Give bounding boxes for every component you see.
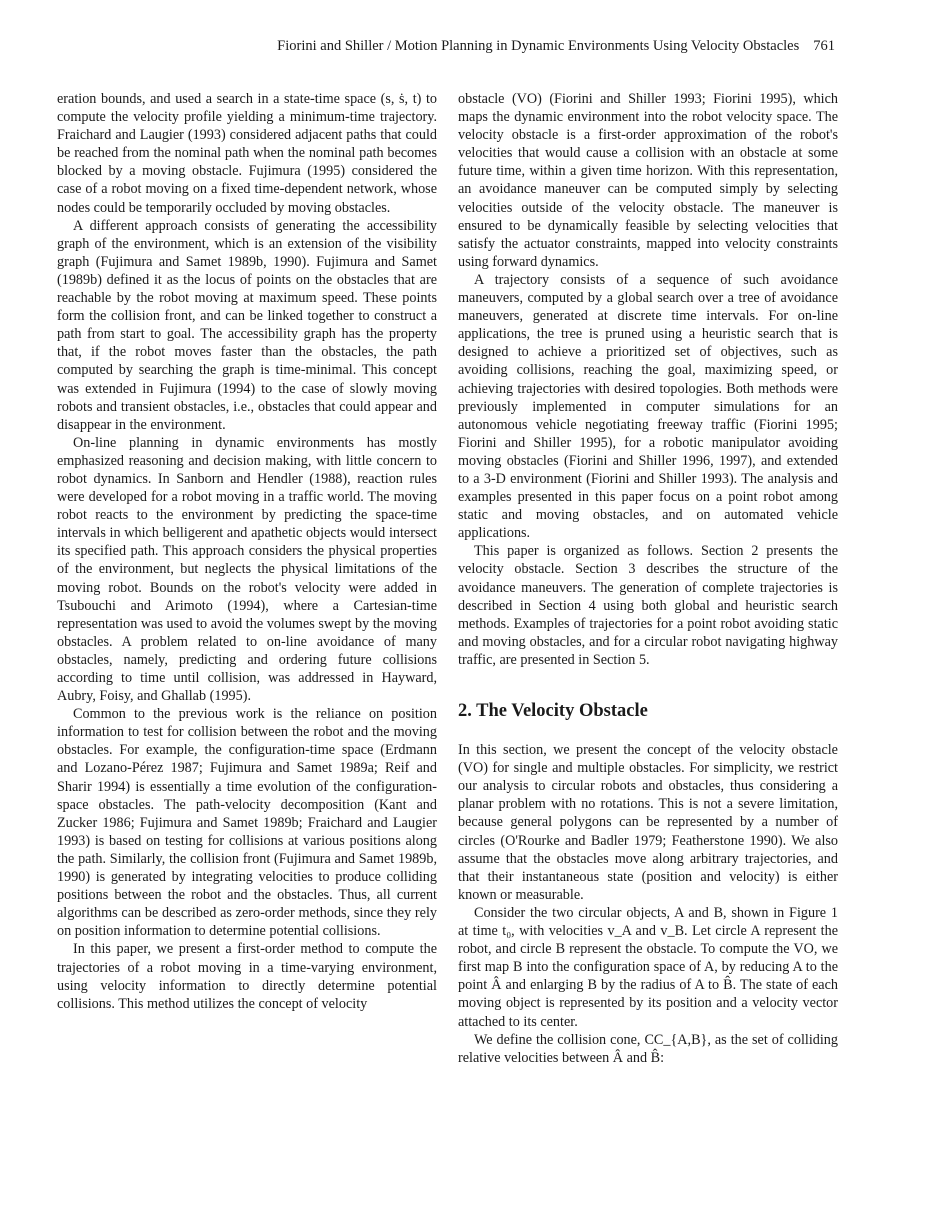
paragraph: This paper is organized as follows. Section 2 presents the velocity obstacle. Section 3 describes the structure of the avoidance maneuvers. The generation of complete trajectories is described in Section 4 using both global and heuristic search methods. Examples of trajectories for a point robot avoiding static and moving obstacles, and for a circular robot navigating highway traffic, are presented in Section 5. bbox=[458, 543, 838, 668]
running-title: Fiorini and Shiller / Motion Planning in Dynamic Environments Using Velocity Obstacles bbox=[277, 38, 800, 54]
paragraph: In this paper, we present a first-order method to compute the trajectories of a robot moving in a time-varying environment, using velocity information to directly determine potential collisions. This method utilizes the concept of velocity bbox=[57, 941, 437, 1012]
paragraph: Common to the previous work is the reliance on position information to test for collision between the robot and the moving obstacles. For example, the configuration-time space (Erdmann and Lozano-Pérez 1987; Fujimura and Samet 1989a; Reif and Sharir 1994) is essentially a time evolution of the configuration-space obstacles. The path-velocity decomposition (Kant and Zucker 1986; Fujimura and Samet 1989b; Fraichard and Laugier 1993) is based on testing for collisions at various positions along the path. Similarly, the collision front (Fujimura and Samet 1989b, 1990) is generated by integrating velocities to produce colliding positions between the robot and the obstacles. Thus, all current algorithms can be described as zero-order methods, since they rely on position information to determine potential collisions. bbox=[57, 706, 437, 940]
paragraph: obstacle (VO) (Fiorini and Shiller 1993; Fiorini 1995), which maps the dynamic environment into the robot velocity space. The velocity obstacle is a first-order approximation of the robot's velocities that would cause a collision with an obstacle at some future time, within a given time horizon. With this representation, an avoidance maneuver can be computed simply by selecting velocities outside of the velocity obstacle. The maneuver is ensured to be dynamically feasible by selecting velocities that satisfy the actuator constraints, mapped into velocity constraints using forward dynamics. bbox=[458, 91, 838, 270]
paragraph: A trajectory consists of a sequence of such avoidance maneuvers, computed by a global search over a tree of avoidance maneuvers, generated at discrete time intervals. For on-line applications, the tree is pruned using a heuristic search that is designed to achieve a prioritized set of objectives, such as avoiding collisions, reaching the goal, maximizing speed, or achieving trajectories with desired topologies. Both methods were previously implemented in computer simulations for an autonomous vehicle negotiating freeway traffic (Fiorini 1995; Fiorini and Shiller 1995), for a robotic manipulator avoiding moving obstacles (Fiorini and Shiller 1996, 1997), and extended to a 3-D environment (Fiorini and Shiller 1993). The analysis and examples presented in this paper focus on a point robot among static and moving obstacles, and on automated vehicle applications. bbox=[458, 271, 838, 542]
section-heading: 2. The Velocity Obstacle bbox=[458, 701, 648, 721]
page-number: 761 bbox=[813, 38, 835, 54]
paragraph: We define the collision cone, CC_{A,B}, as the set of colliding relative velocities between Â and B̂: bbox=[458, 1031, 838, 1066]
paragraph: In this section, we present the concept of the velocity obstacle (VO) for single and multiple obstacles. For simplicity, we restrict our analysis to circular robots and obstacles, thus considering a planar problem with no rotations. This is not a severe limitation, because general polygons can be represented by a number of circles (O'Rourke and Badler 1979; Featherstone 1990). We also assume that the obstacles move along arbitrary trajectories, and that their instantaneous state (position and velocity) is either known or measurable. bbox=[458, 742, 838, 903]
running-header bbox=[58, 38, 835, 55]
paragraph: A different approach consists of generating the accessibility graph of the environment, which is an extension of the visibility graph (Fujimura and Samet 1989b, 1990). Fujimura and Samet (1989b) defined it as the locus of points on the obstacles that are reachable by the robot moving at maximum speed. These points form the collision front, and can be linked together to construct a path from start to goal. The accessibility graph has the property that, if the robot moves faster than the obstacles, the path computed by searching the graph is time-minimal. This concept was extended in Fujimura (1994) to the case of slowly moving robots and transient obstacles, i.e., obstacles that could appear and disappear in the environment. bbox=[57, 217, 437, 433]
paragraph: eration bounds, and used a search in a state-time space (s, ṡ, t) to compute the velocity profile yielding a minimum-time trajectory. Fraichard and Laugier (1993) considered adjacent paths that could be reached from the nominal path when the nominal path becomes blocked by a moving obstacle. Fujimura (1995) considered the case of a robot moving on a fixed time-dependent network, whose nodes could be temporarily occluded by moving obstacles. bbox=[57, 91, 437, 216]
left-column bbox=[57, 90, 437, 1013]
paragraph: On-line planning in dynamic environments has mostly emphasized reasoning and decision making, with little concern to robot dynamics. In Sanborn and Hendler (1988), reaction rules were developed for a robot moving in a traffic world. The moving robot reacts to the environment by predicting the space-time intervals in which belligerent and apathetic objects would intersect its specified path. This approach considers the physical properties of the environment, but neglects the physical limitations of the moving robot. Bounds on the robot's velocity were added in Tsubouchi and Arimoto (1994), where a Cartesian-time representation was used to avoid the volumes swept by the moving obstacles. A problem related to on-line avoidance of many obstacles, namely, predicting and ordering future collisions according to time until collision, was addressed in Hayward, Aubry, Foisy, and Ghallab (1995). bbox=[57, 434, 437, 705]
right-column bbox=[458, 90, 838, 1067]
paragraph: Consider the two circular objects, A and B, shown in Figure 1 at time t₀, with velocities v_A and v_B. Let circle A represent the robot, and circle B represent the obstacle. To compute the VO, we first map B into the configuration space of A, by reducing A to the point Â and enlarging B by the radius of A to B̂. The state of each moving object is represented by its position and a velocity vector attached to its center. bbox=[458, 904, 838, 1030]
